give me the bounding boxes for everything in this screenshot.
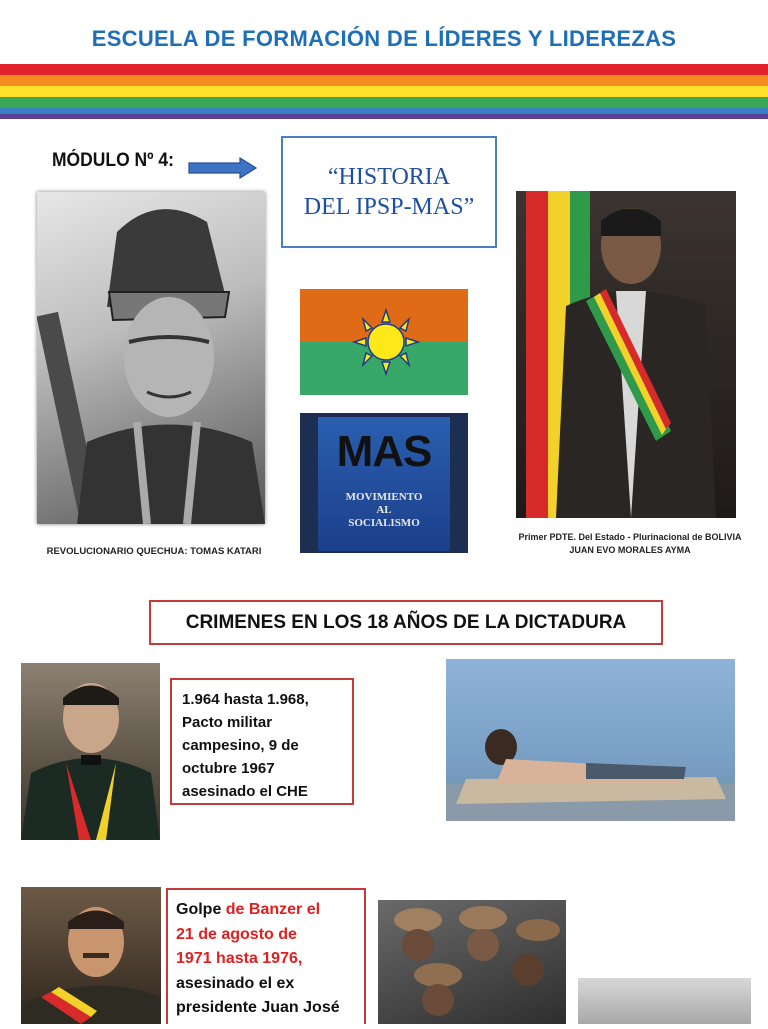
rainbow-stripes [0,64,768,119]
entry2-line5: presidente Juan José [176,999,340,1016]
arrow-right-icon [188,157,258,179]
sketch-figure-icon [37,192,265,524]
mas-subtitle [322,491,446,530]
entry1-textbox [170,678,354,805]
entry2-textbox [166,888,366,1024]
stripe-yellow [0,86,768,97]
module-title-box [281,136,497,248]
evo-morales-portrait [516,191,736,518]
entry2-prefix: Golpe [176,901,226,918]
mas-subtitle-line1: MOVIMIENTO [345,491,423,503]
banzer-portrait [21,887,161,1024]
banzer-figure-icon [21,887,161,1024]
tomas-katari-portrait [37,192,265,524]
entry2-red1: de Banzer el [225,901,321,918]
miners-scene-icon [378,900,566,1024]
mas-logo-text: MAS [336,427,432,476]
module-title-line2: DEL IPSP-MAS” [303,194,475,220]
entry2-red2: 21 de agosto de [176,925,297,943]
evo-caption-line1: Primer PDTE. Del Estado - Plurinacional de BOLIVIA [518,532,742,542]
party-flag [300,289,468,395]
entry1-line4: octubre 1967 [182,760,275,777]
entry1-line2: Pacto militar [182,714,273,731]
entry2-line1 [176,898,356,923]
evo-caption-line2: JUAN EVO MORALES AYMA [569,545,691,555]
module-title-line1: “HISTORIA [327,164,451,190]
katari-caption: REVOLUCIONARIO QUECHUA: TOMAS KATARI [46,546,262,557]
stripe-violet [0,114,768,119]
barrientos-portrait [21,663,160,840]
entry2-red3: 1971 hasta 1976, [176,950,303,967]
section-heading: CRIMENES EN LOS 18 AÑOS DE LA DICTADURA [149,600,663,645]
stripe-green [0,97,768,108]
module-title [304,162,474,222]
archive-photo [578,978,751,1024]
mas-banner [300,413,468,553]
stripe-orange [0,75,768,86]
sun-icon [354,310,418,374]
stripe-red [0,64,768,75]
mas-subtitle-line2: AL [376,504,392,516]
mas-logo-panel [318,417,450,551]
module-label: MÓDULO Nº 4: [52,150,174,171]
general-figure-icon [21,663,160,840]
miners-photo [378,900,566,1024]
mas-subtitle-line3: SOCIALISMO [348,517,420,529]
entry2-line4: asesinado el ex [176,974,295,992]
president-figure-icon [516,191,736,518]
evo-caption [500,531,760,557]
page-title: ESCUELA DE FORMACIÓN DE LÍDERES Y LIDEREZAS [91,26,677,51]
che-scene-icon [446,659,735,821]
entry1-line3: campesino, 9 de [182,737,299,754]
che-photo [446,659,735,821]
entry1-line5: asesinado el CHE [182,783,308,800]
entry1-line1: 1.964 hasta 1.968, [182,691,309,708]
